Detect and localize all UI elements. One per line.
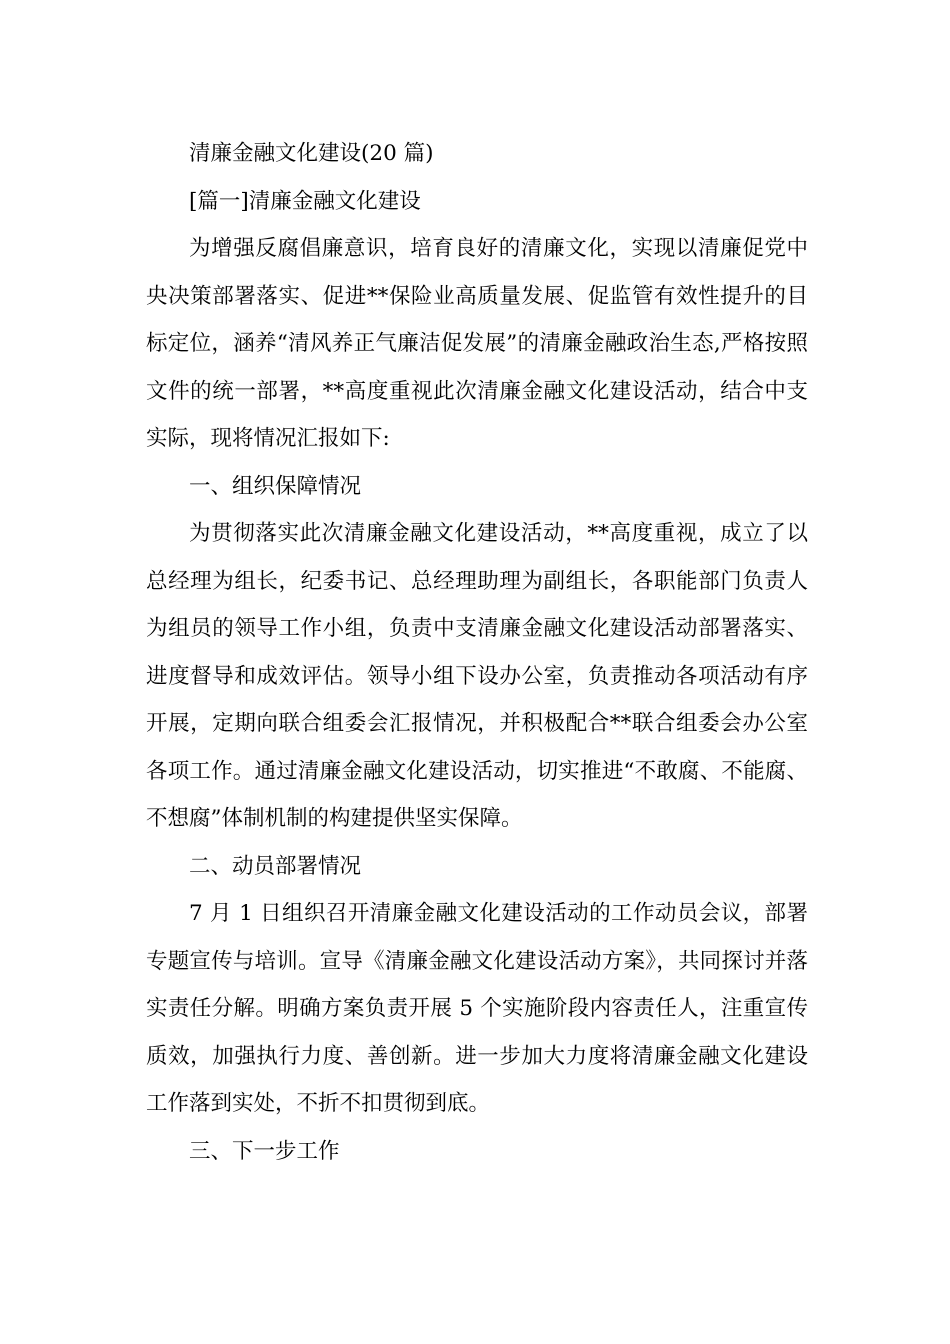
document-subtitle: [篇一]清廉金融文化建设 (189, 188, 421, 214)
section-heading-next-steps: 三、下一步工作 (189, 1138, 340, 1164)
intro-paragraph: 为增强反腐倡廉意识，培育良好的清廉文化，实现以清廉促党中央决策部署落实、促进**保险业高质量发展、促监管有效性提升的目标定位，涵养“清风养正气廉洁促发展”的清廉金融政治生态,严格按照文件的统一部署，**高度重视此次清廉金融文化建设活动，结合中支实际，现将情况汇报如下: (146, 236, 808, 451)
mobilization-paragraph: 7 月 1 日组织召开清廉金融文化建设活动的工作动员会议，部署专题宣传与培训。宣导《清廉金融文化建设活动方案》，共同探讨并落实责任分解。明确方案负责开展 5 个实施阶段内容责任人，注重宣传质效，加强执行力度、善创新。进一步加大力度将清廉金融文化建设工作落到实处，不折不扣贯彻到底。 (146, 901, 808, 1116)
organization-paragraph: 为贯彻落实此次清廉金融文化建设活动，**高度重视，成立了以总经理为组长，纪委书记、总经理助理为副组长，各职能部门负责人为组员的领导工作小组，负责中支清廉金融文化建设活动部署落实、进度督导和成效评估。领导小组下设办公室，负责推动各项活动有序开展，定期向联合组委会汇报情况，并积极配合**联合组委会办公室各项工作。通过清廉金融文化建设活动，切实推进“不敢腐、不能腐、不想腐”体制机制的构建提供坚实保障。 (146, 521, 808, 831)
document-title: 清廉金融文化建设(20 篇) (189, 141, 434, 166)
section-heading-organization: 一、组织保障情况 (189, 473, 362, 499)
document-body (146, 130, 808, 1175)
section-heading-mobilization: 二、动员部署情况 (189, 853, 362, 879)
